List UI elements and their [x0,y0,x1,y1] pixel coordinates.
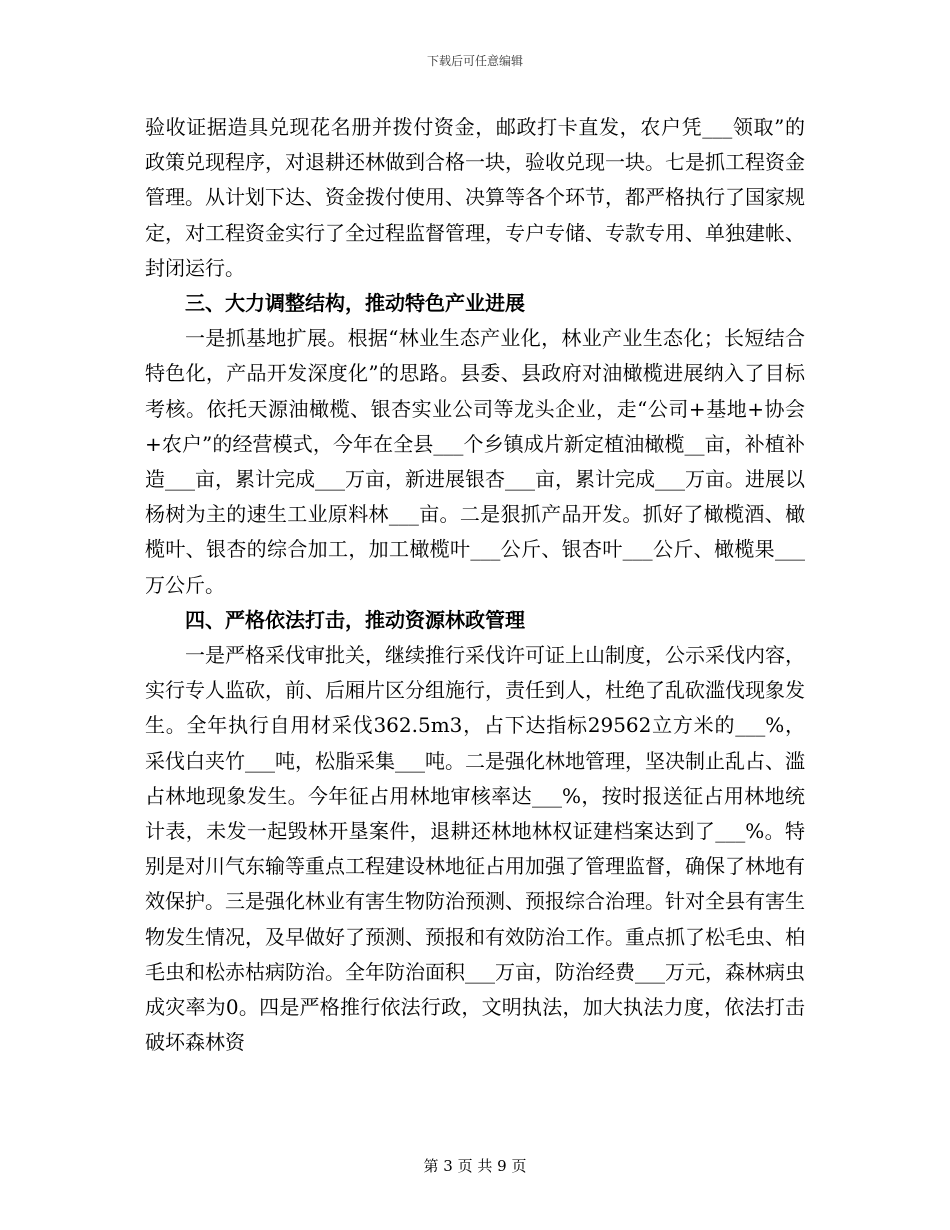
page-header: 下载后可任意编辑 [426,54,523,68]
section-heading-4: 四、严格依法打击，推动资源林政管理 [185,607,525,632]
page-number-footer: 第 3 页 共 9 页 [423,1157,527,1175]
section-heading-3: 三、大力调整结构，推动特色产业进展 [185,291,525,316]
paragraph-section-4: 一是严格采伐审批关，继续推行采伐许可证上山制度，公示采伐内容，实行专人监砍，前、后厢片区分组施行，责任到人，杜绝了乱砍滥伐现象发生。全年执行自用材采伐362.5m3，占下达指标29562立方米的___%，采伐白夹竹___吨，松脂采集___吨。二是强化林地管理，坚决制止乱占、滥占林地现象发生。今年征占用林地审核率达___%，按时报送征占用林地统计表，未发一起毁林开垦案件，退耕还林地林权证建档案达到了___%。特别是对川气东输等重点工程建设林地征占用加强了管理监督，确保了林地有效保护。三是强化林业有害生物防治预测、预报综合治理。针对全县有害生物发生情况，及早做好了预测、预报和有效防治工作。重点抓了松毛虫、柏毛虫和松赤枯病防治。全年防治面积___万亩，防治经费___万元，森林病虫成灾率为0。四是严格推行依法行政，文明执法，加大执法力度，依法打击破坏森林资 [145,643,805,1055]
paragraph-section-3: 一是抓基地扩展。根据“林业生态产业化，林业产业生态化；长短结合特色化，产品开发深度化”的思路。县委、县政府对油橄榄进展纳入了目标考核。依托天源油橄榄、银杏实业公司等龙头企业，走“公司+基地+协会+农户”的经营模式，今年在全县___个乡镇成片新定植油橄榄__亩，补植补造___亩，累计完成___万亩，新进展银杏___亩，累计完成___万亩。进展以杨树为主的速生工业原料林___亩。二是狠抓产品开发。抓好了橄榄酒、橄榄叶、银杏的综合加工，加工橄榄叶___公斤、银杏叶___公斤、橄榄果___万公斤。 [145,326,805,597]
document-body [145,110,805,1060]
paragraph-continued: 验收证据造具兑现花名册并拨付资金，邮政打卡直发，农户凭___领取”的政策兑现程序，对退耕还林做到合格一块，验收兑现一块。七是抓工程资金管理。从计划下达、资金拨付使用、决算等各个环节，都严格执行了国家规定，对工程资金实行了全过程监督管理，专户专储、专款专用、单独建帐、封闭运行。 [145,115,805,280]
